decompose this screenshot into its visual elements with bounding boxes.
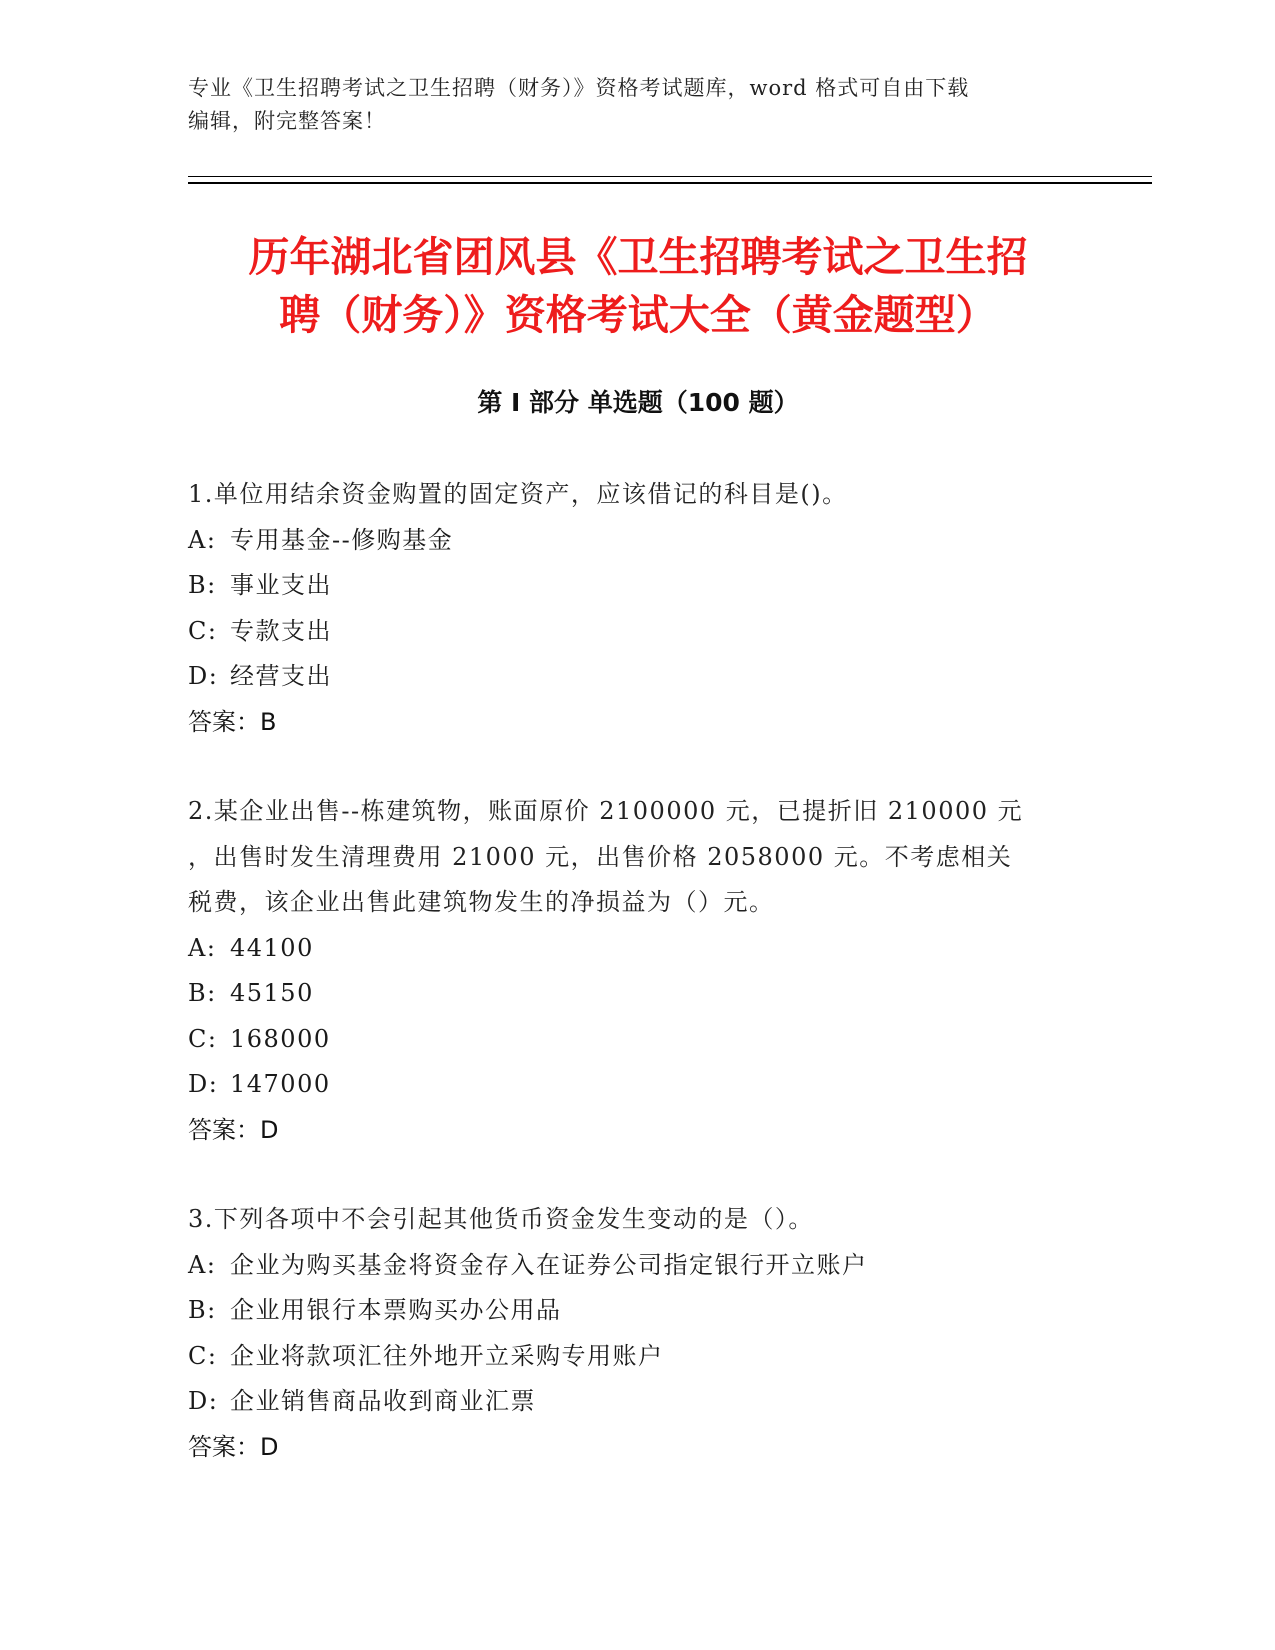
option-c: [188, 1334, 1088, 1380]
document-title-line-2: 聘（财务）》资格考试大全（黄金题型）: [279, 291, 997, 339]
option-text: 44100: [230, 933, 314, 962]
question-stem: [188, 472, 1088, 518]
option-key: B:: [188, 1296, 217, 1324]
header-note-line-1: 专业《卫生招聘考试之卫生招聘（财务）》资格考试题库，word 格式可自由下载: [188, 76, 970, 100]
answer: [188, 1425, 1088, 1471]
question-stem-line: 1.单位用结余资金购置的固定资产，应该借记的科目是()。: [188, 480, 848, 508]
option-a: [188, 518, 1088, 564]
answer: [188, 1108, 1088, 1154]
option-key: D:: [188, 1387, 219, 1415]
option-text: 专用基金--修购基金: [230, 525, 454, 554]
answer: [188, 700, 1088, 746]
option-a: [188, 1243, 1088, 1289]
option-a: [188, 926, 1088, 972]
option-b: [188, 971, 1088, 1017]
option-text: 企业销售商品收到商业汇票: [230, 1387, 536, 1415]
option-text: 经营支出: [230, 662, 332, 690]
option-key: A:: [188, 525, 217, 554]
question-stem: [188, 789, 1088, 926]
option-d: [188, 1379, 1088, 1425]
option-text: 事业支出: [230, 571, 332, 599]
option-key: B:: [188, 571, 217, 599]
document-title-line-1: 历年湖北省团风县《卫生招聘考试之卫生招: [248, 233, 1028, 281]
answer-label: 答案：: [188, 1115, 260, 1144]
option-key: C:: [188, 616, 218, 645]
option-text: 168000: [230, 1024, 331, 1053]
question-1: [188, 472, 1088, 745]
option-key: C:: [188, 1024, 218, 1053]
section-title: 第 I 部分 单选题（100 题）: [477, 388, 799, 417]
option-text: 45150: [230, 979, 314, 1007]
header-divider-thin: [188, 176, 1152, 177]
option-b: [188, 1288, 1088, 1334]
option-b: [188, 563, 1088, 609]
answer-label: 答案：: [188, 707, 260, 736]
option-key: B:: [188, 979, 217, 1007]
option-text: 企业将款项汇往外地开立采购专用账户: [230, 1341, 664, 1370]
option-text: 企业为购买基金将资金存入在证券公司指定银行开立账户: [230, 1250, 868, 1279]
answer-value: D: [260, 1115, 279, 1144]
question-3: [188, 1197, 1088, 1470]
option-c: [188, 609, 1088, 655]
question-stem-line: ，出售时发生清理费用 21000 元，出售价格 2058000 元。不考虑相关: [188, 842, 1013, 871]
question-2: [188, 789, 1088, 1153]
option-d: [188, 1062, 1088, 1108]
question-stem-line: 3.下列各项中不会引起其他货币资金发生变动的是（）。: [188, 1205, 814, 1233]
question-list: [188, 472, 1088, 1514]
header-divider-thick: [188, 182, 1152, 184]
header-note-line-2: 编辑，附完整答案！: [188, 109, 386, 133]
answer-value: B: [260, 707, 277, 736]
question-stem-line: 2.某企业出售--栋建筑物，账面原价 2100000 元，已提折旧 210000 元: [188, 797, 1024, 825]
option-c: [188, 1017, 1088, 1063]
question-stem: [188, 1197, 1088, 1243]
header-note: [188, 72, 1088, 138]
option-key: A:: [188, 1250, 217, 1279]
option-key: C:: [188, 1341, 218, 1370]
answer-label: 答案：: [188, 1432, 260, 1461]
option-text: 147000: [230, 1070, 331, 1098]
option-text: 专款支出: [230, 616, 332, 645]
option-d: [188, 654, 1088, 700]
question-stem-line: 税费，该企业出售此建筑物发生的净损益为（）元。: [188, 888, 775, 916]
option-key: D:: [188, 1070, 219, 1098]
option-key: A:: [188, 933, 217, 962]
option-key: D:: [188, 662, 219, 690]
document-title: [188, 228, 1088, 344]
answer-value: D: [260, 1432, 279, 1461]
option-text: 企业用银行本票购买办公用品: [230, 1296, 562, 1324]
